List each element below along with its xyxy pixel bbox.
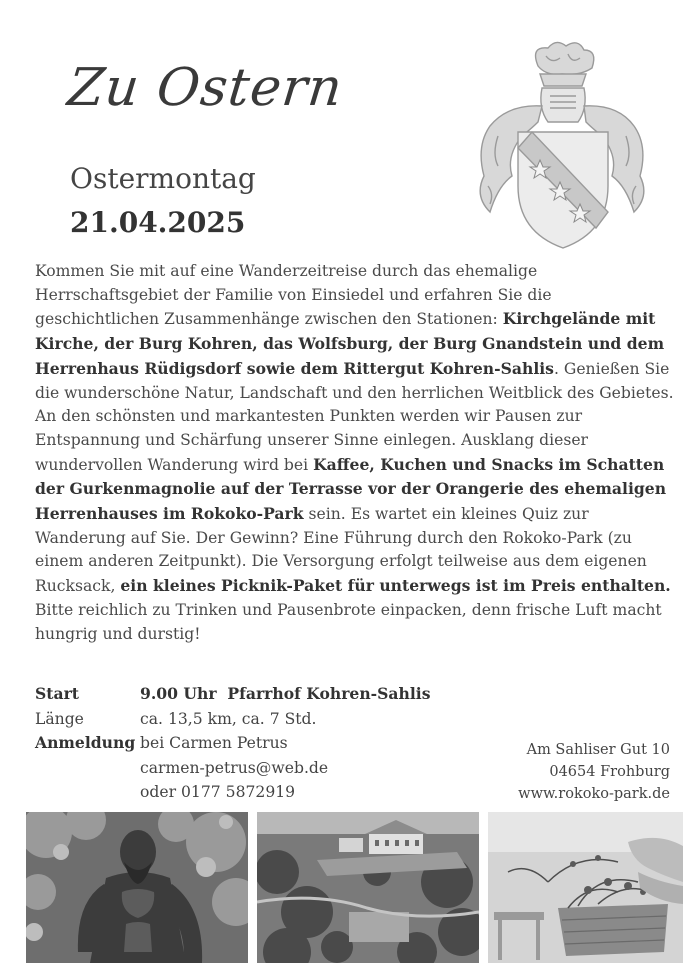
phone-row (35, 780, 431, 805)
address-street: Am Sahliser Gut 10 (526, 742, 670, 758)
description-highlight: ein kleines Picknik-Paket für unterwegs ist im Preis enthalten. (120, 576, 671, 596)
length-row (35, 707, 431, 732)
registration-label: Anmeldung (35, 733, 136, 752)
page-title: Zu Ostern (64, 58, 346, 118)
event-subtitle: Ostermontag (70, 162, 256, 195)
event-description (35, 260, 675, 646)
event-info (35, 682, 431, 805)
statue-photo (26, 812, 248, 963)
registration-row (35, 731, 431, 756)
description-part: sein. Es wartet ein kleines Quiz zur Wanderung auf Sie. Der Gewinn? Eine Führung durch den Rokoko-Park (zu einem anderen Zeitpunkt). Die Versorgung erfolgt teilweise aus dem eigenen Rucksack, (35, 505, 647, 596)
description-highlight: Kaffee, Kuchen und Snacks im Schatten der Gurkenmagnolie auf der Terrasse vor der Orangerie des ehemaligen Herrenhauses im Rokoko-Park (35, 454, 667, 524)
length-label: Länge (35, 709, 84, 728)
contact-phone: oder 0177 5872919 (140, 783, 296, 801)
start-value: 9.00 Uhr Pfarrhof Kohren-Sahlis (140, 684, 431, 703)
coat-of-arms-icon (468, 36, 654, 254)
start-label: Start (35, 684, 79, 703)
description-part: Bitte reichlich zu Trinken und Pausenbrote einpacken, denn frische Luft macht hungrig und durstig! (35, 600, 662, 643)
contact-email[interactable]: carmen-petrus@web.de (140, 758, 329, 777)
herbs-photo (488, 812, 683, 963)
event-date: 21.04.2025 (70, 206, 246, 239)
registration-value: bei Carmen Petrus (140, 734, 288, 752)
aerial-estate-photo (257, 812, 479, 963)
length-value: ca. 13,5 km, ca. 7 Std. (140, 709, 317, 728)
description-part: . Genießen Sie die wunderschöne Natur, Landschaft und den herrlichen Weitblick des Gebietes. An den schönsten und markantesten Punkten werden wir Pausen zur Entspannung und Schärfung unserer Sinne einlegen. Ausklang dieser wundervollen Wanderung wird bei (35, 359, 674, 474)
address-city: 04654 Frohburg (549, 764, 670, 780)
email-row (35, 756, 431, 781)
description-highlight: Kirchgelände mit Kirche, der Burg Kohren, das Wolfsburg, der Burg Gnandstein und dem Herrenhaus Rüdigsdorf sowie dem Rittergut Kohren-Sahlis (35, 309, 665, 378)
website-link[interactable]: www.rokoko-park.de (518, 786, 670, 802)
description-part: Kommen Sie mit auf eine Wanderzeitreise durch das ehemalige Herrschaftsgebiet der Familie von Einsiedel und erfahren Sie die geschichtlichen Zusammenhänge zwischen den Stationen: (35, 262, 552, 329)
address-block (518, 739, 670, 805)
start-row (35, 682, 431, 707)
